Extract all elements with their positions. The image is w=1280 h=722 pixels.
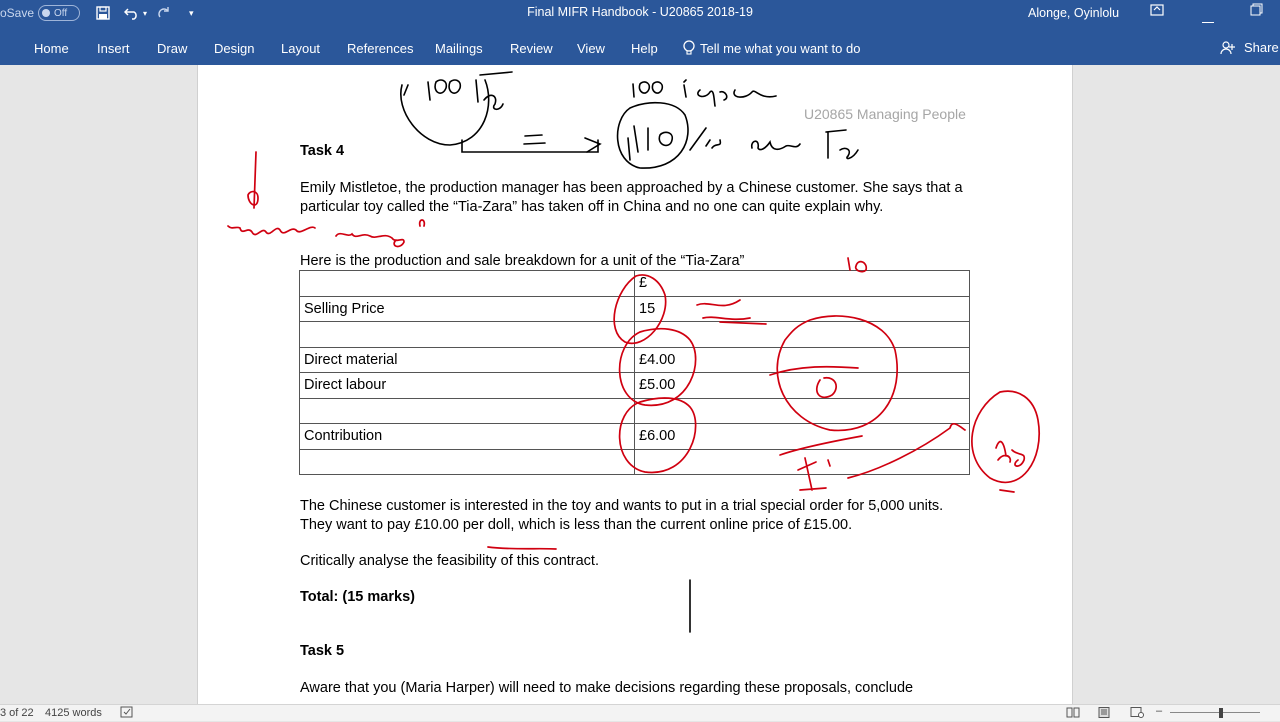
table-cell-value <box>635 322 970 348</box>
toggle-knob-icon <box>42 9 50 17</box>
undo-icon[interactable] <box>124 6 140 20</box>
zoom-slider-thumb[interactable] <box>1219 708 1223 718</box>
table-cell-value: £6.00 <box>635 424 970 450</box>
table-row <box>300 398 970 424</box>
table-intro: Here is the production and sale breakdown for a unit of the “Tia-Zara” <box>300 253 745 269</box>
order-paragraph: The Chinese customer is interested in the toy and wants to put in a trial special order for 5,000 units. They want to pay £10.00 per doll, which is less than the current online price of £15.00. <box>300 498 944 533</box>
undo-dropdown-icon[interactable]: ▾ <box>143 8 148 18</box>
table-cell-label: Contribution <box>300 424 635 450</box>
tab-mailings[interactable]: Mailings <box>435 41 483 56</box>
table-cell-label <box>300 398 635 424</box>
restore-icon[interactable] <box>1250 3 1263 19</box>
tab-layout[interactable]: Layout <box>281 41 321 56</box>
table-cell-label: Direct labour <box>300 373 635 399</box>
share-label: Share <box>1244 40 1279 55</box>
total-marks: Total: (15 marks) <box>300 589 415 605</box>
table-row <box>300 424 970 450</box>
table-row <box>300 296 970 322</box>
table-cell-label: Selling Price <box>300 296 635 322</box>
tab-home[interactable]: Home <box>34 41 69 56</box>
tab-view[interactable]: View <box>577 41 605 56</box>
zoom-out-icon[interactable]: – <box>1156 705 1163 717</box>
ribbon-display-options-icon[interactable] <box>1150 3 1164 20</box>
web-layout-icon[interactable] <box>1130 707 1144 721</box>
save-icon[interactable] <box>96 6 110 20</box>
status-bar <box>0 704 1280 721</box>
tell-me-search[interactable] <box>682 40 860 56</box>
document-page[interactable] <box>197 65 1073 704</box>
tab-references[interactable]: References <box>347 41 414 56</box>
table-cell-value: £ <box>635 271 970 297</box>
tab-help[interactable]: Help <box>631 41 658 56</box>
task5-heading: Task 5 <box>300 643 345 659</box>
document-area[interactable] <box>0 65 1280 704</box>
redo-icon[interactable] <box>157 6 171 20</box>
tab-design[interactable]: Design <box>214 41 255 56</box>
table-row <box>300 449 970 475</box>
autosave-state: Off <box>54 7 68 19</box>
table-cell-value: £5.00 <box>635 373 970 399</box>
ribbon-tab-bar <box>0 26 1280 65</box>
autosave-label: oSave <box>0 6 35 20</box>
question-text: Critically analyse the feasibility of this contract. <box>300 553 599 569</box>
share-button[interactable] <box>1220 40 1279 55</box>
table-cell-value <box>635 398 970 424</box>
table-cell-label: Direct material <box>300 347 635 373</box>
breakdown-table <box>299 270 970 475</box>
table-row <box>300 322 970 348</box>
table-cell-value <box>635 449 970 475</box>
print-layout-icon[interactable] <box>1097 707 1111 721</box>
word-count[interactable]: 4125 words <box>45 707 102 719</box>
table-cell-label <box>300 449 635 475</box>
page-header: U20865 Managing People <box>804 106 966 122</box>
title-bar <box>0 0 1280 26</box>
quick-access-toolbar <box>0 0 194 26</box>
minimize-icon[interactable] <box>1202 12 1214 27</box>
zoom-slider[interactable] <box>1170 712 1260 713</box>
read-mode-icon[interactable] <box>1066 707 1080 721</box>
table-cell-label <box>300 322 635 348</box>
lightbulb-icon <box>682 40 696 56</box>
autosave-toggle[interactable] <box>38 5 80 21</box>
task4-heading: Task 4 <box>300 143 345 159</box>
share-icon <box>1220 41 1236 55</box>
page-count[interactable]: 3 of 22 <box>0 707 34 719</box>
customize-toolbar-icon[interactable]: ▾ <box>189 7 194 18</box>
tab-draw[interactable]: Draw <box>157 41 188 56</box>
table-row <box>300 347 970 373</box>
document-title: Final MIFR Handbook - U20865 2018-19 <box>527 5 753 19</box>
tell-me-label: Tell me what you want to do <box>700 40 861 56</box>
user-name[interactable]: Alonge, Oyinlolu <box>1028 6 1120 20</box>
table-row <box>300 373 970 399</box>
tab-insert[interactable]: Insert <box>97 41 130 56</box>
tab-review[interactable]: Review <box>510 41 553 56</box>
table-cell-value: £4.00 <box>635 347 970 373</box>
table-cell-value: 15 <box>635 296 970 322</box>
table-row <box>300 271 970 297</box>
task4-paragraph: Emily Mistletoe, the production manager has been approached by a Chinese customer. She says that a particular toy called the “Tia-Zara” has taken off in China and no one can quite explain why. <box>300 180 963 215</box>
task5-paragraph: Aware that you (Maria Harper) will need to make decisions regarding these proposals, conclude <box>300 680 914 696</box>
table-cell-label <box>300 271 635 297</box>
